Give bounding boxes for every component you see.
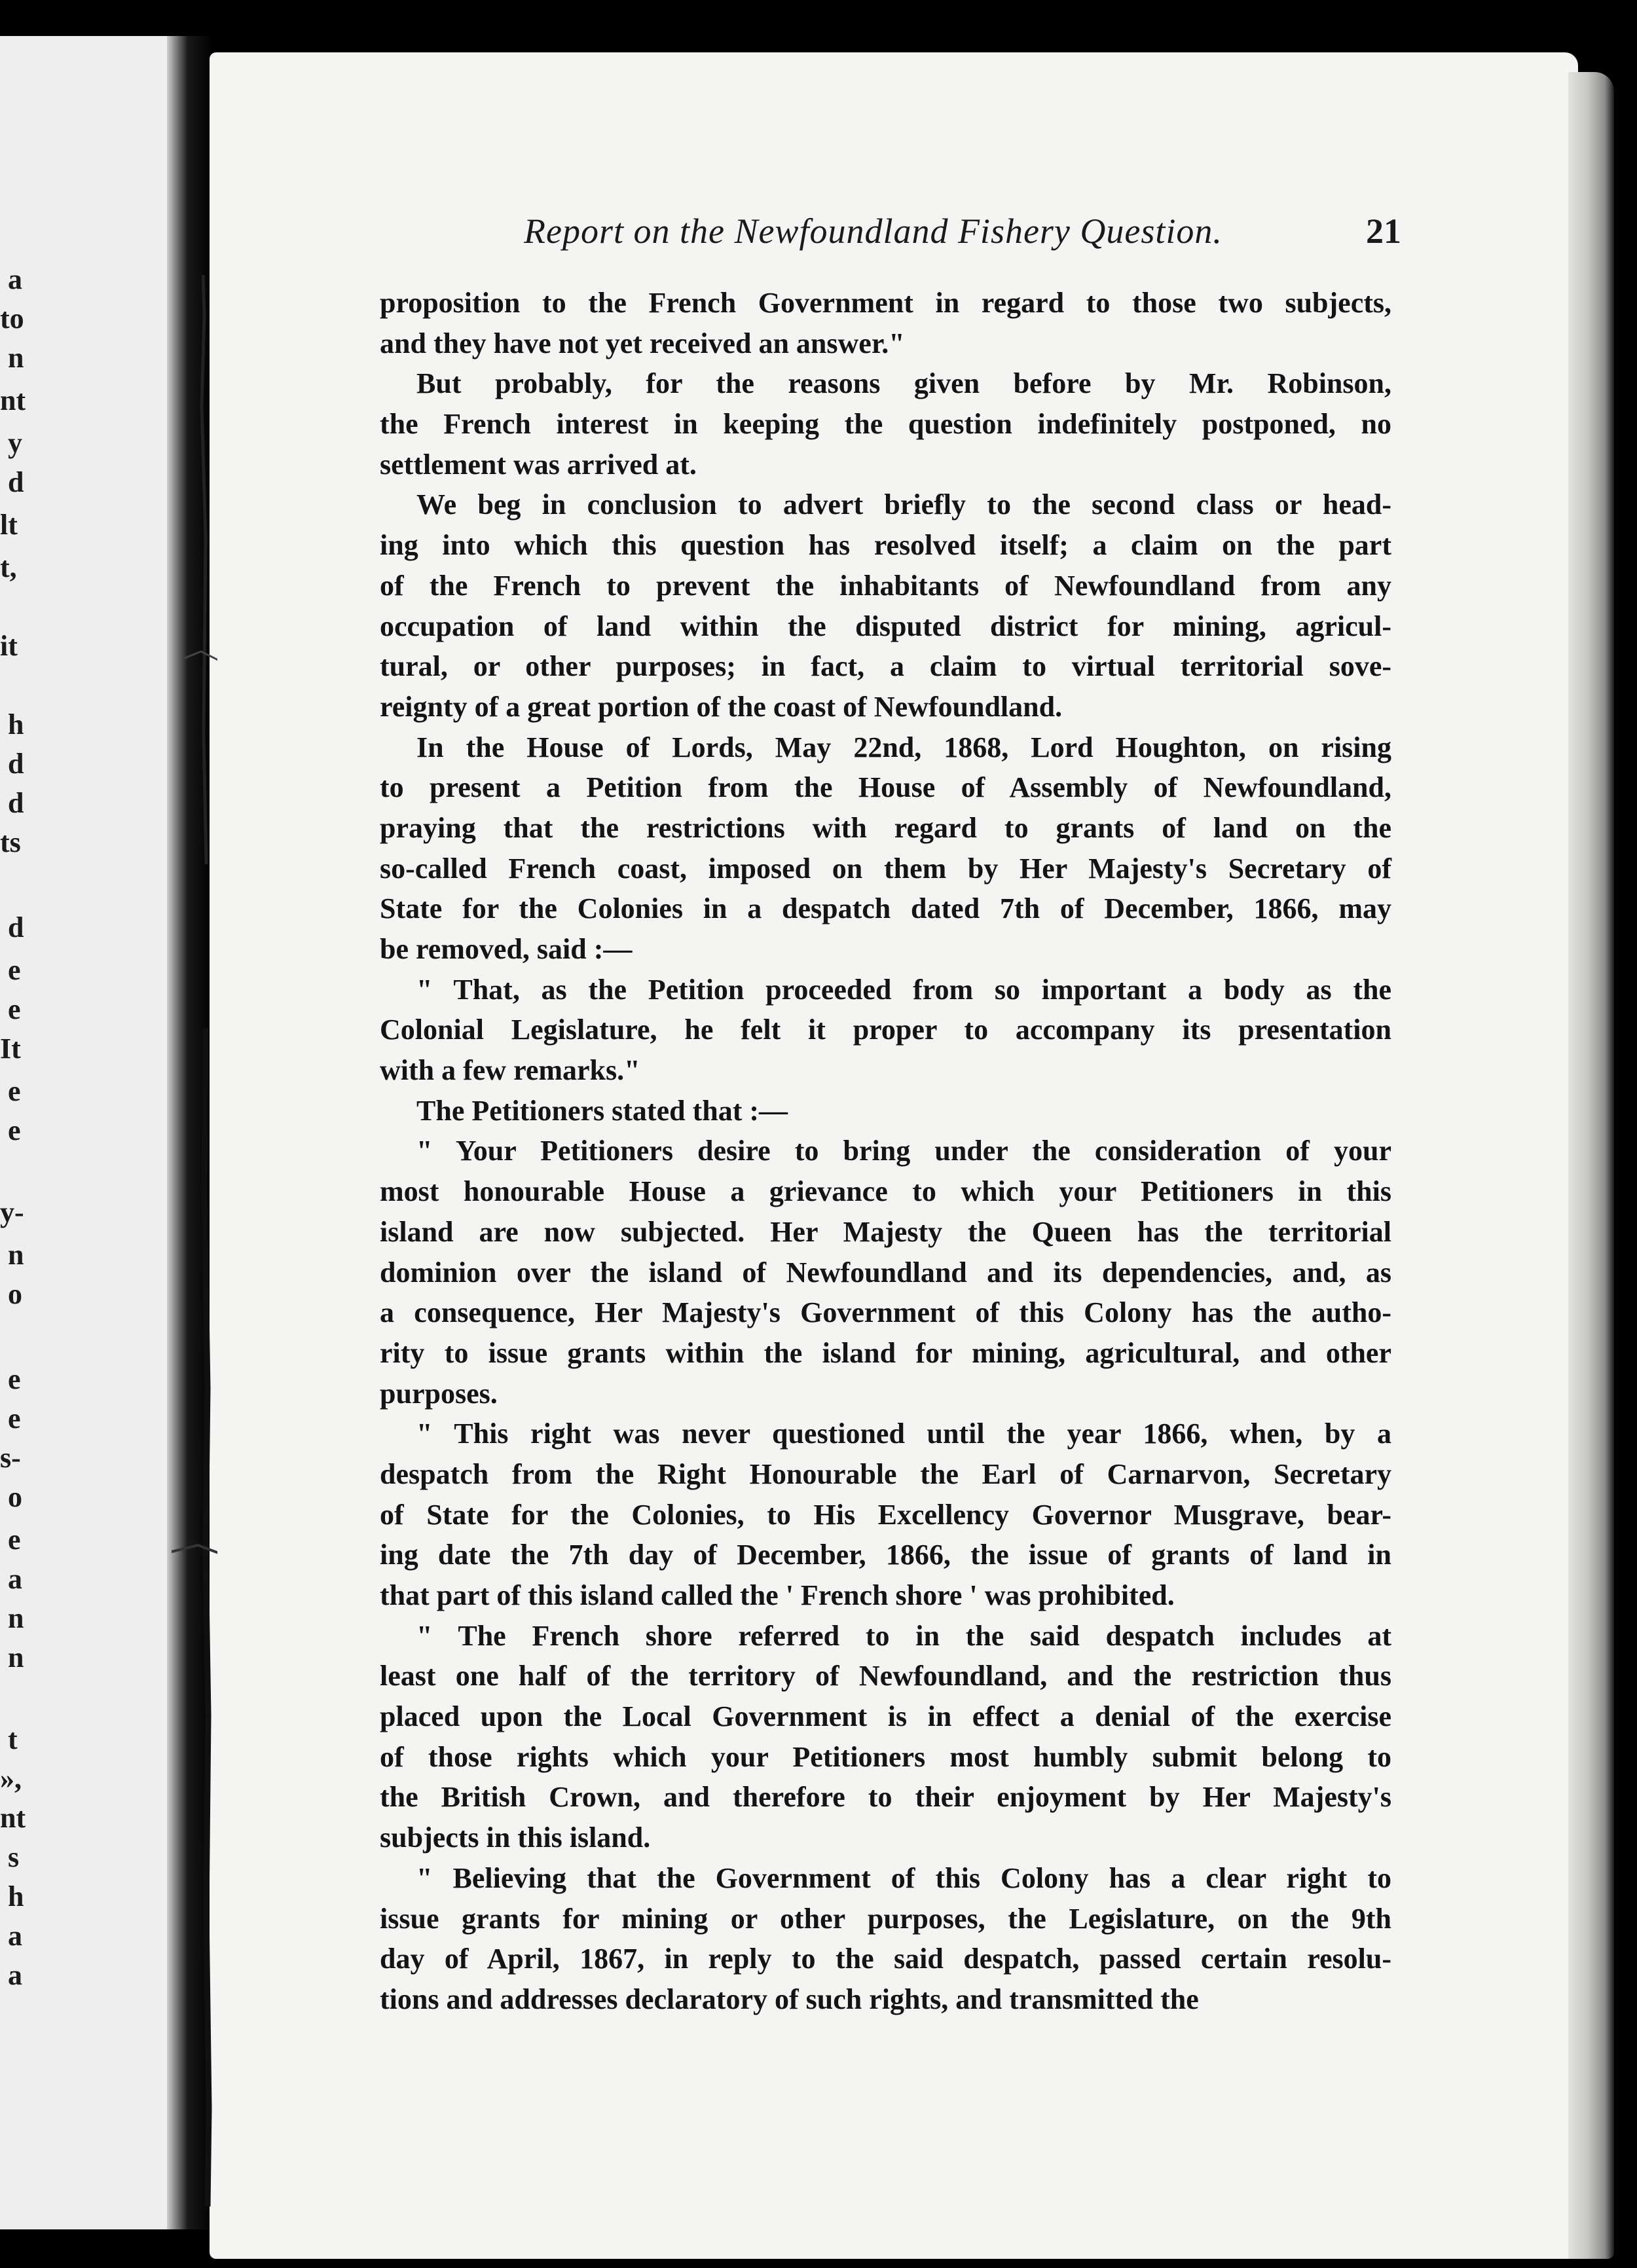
facing-page-fragment: s	[8, 1841, 20, 1873]
text-line: " This right was never questioned until the year 1866, when, by a	[416, 1418, 1391, 1450]
text-line: We beg in conclusion to advert briefly to the second class or head-	[416, 488, 1391, 521]
text-line: despatch from the Right Honourable the Earl of Carnarvon, Secretary	[380, 1457, 1391, 1490]
facing-page-fragment: a	[8, 1563, 22, 1595]
text-line: island are now subjected. Her Majesty the Queen has the territorial	[380, 1215, 1391, 1248]
stitch-mark	[185, 651, 217, 661]
text-line: State for the Colonies in a despatch dated 7th of December, 1866, may	[380, 892, 1391, 925]
binding-stitch-marks	[172, 275, 217, 2206]
facing-page-fragment: s-	[0, 1442, 21, 1474]
text-line: " The French shore referred to in the said despatch includes at	[416, 1619, 1391, 1652]
text-line: But probably, for the reasons given before by Mr. Robinson,	[416, 367, 1391, 400]
text-line: The Petitioners stated that :—	[416, 1094, 788, 1127]
text-line: a consequence, Her Majesty's Government of this Colony has the autho-	[380, 1296, 1391, 1329]
facing-page-fragment: d	[8, 466, 24, 498]
paragraph	[380, 1858, 1391, 2020]
facing-page-fragment: n	[8, 1239, 24, 1271]
facing-page-fragment: o	[8, 1278, 22, 1310]
text-line: day of April, 1867, in reply to the said despatch, passed certain resolu-	[380, 1943, 1391, 1975]
text-line: praying that the restrictions with regard to grants of land on the	[380, 811, 1391, 844]
text-line: occupation of land within the disputed district for mining, agricul-	[380, 610, 1391, 642]
text-line: of those rights which your Petitioners most humbly submit belong to	[380, 1740, 1391, 1773]
paragraph	[380, 1091, 1391, 1131]
paragraph	[380, 1131, 1391, 1414]
paragraph	[380, 1616, 1391, 1858]
text-line: of the French to prevent the inhabitants of Newfoundland from any	[380, 569, 1391, 602]
facing-page-fragment: n	[8, 342, 24, 374]
text-line: placed upon the Local Government is in effect a denial of the exercise	[380, 1700, 1391, 1733]
facing-page-fragment: y	[8, 427, 22, 459]
paragraph	[380, 970, 1391, 1091]
facing-page-fragment: e	[8, 1075, 21, 1107]
stitch-mark	[202, 275, 206, 864]
facing-page-fragment: e	[8, 1524, 21, 1556]
text-line: " Your Petitioners desire to bring under the consideration of your	[416, 1135, 1391, 1167]
facing-page-fragment: nt	[0, 1802, 26, 1834]
paragraph	[380, 283, 1391, 363]
text-line: " That, as the Petition proceeded from so important a body as the	[416, 973, 1391, 1006]
facing-page-fragment: t,	[0, 551, 17, 583]
paragraph	[380, 485, 1391, 727]
facing-page-fragment: d	[8, 911, 24, 943]
text-line: subjects in this island.	[380, 1821, 651, 1854]
facing-page-fragment: e	[8, 954, 21, 986]
text-line: that part of this island called the ' French shore ' was prohibited.	[380, 1579, 1175, 1611]
stitch-mark	[172, 1545, 217, 1555]
text-line: so-called French coast, imposed on them by Her Majesty's Secretary of	[380, 852, 1391, 885]
facing-page-fragment: e	[8, 1114, 21, 1146]
text-line: the French interest in keeping the question indefinitely postponed, no	[380, 408, 1391, 441]
facing-page-fragment: It	[0, 1033, 21, 1065]
text-line: the British Crown, and therefore to their enjoyment by Her Majesty's	[380, 1781, 1391, 1814]
facing-page-fragment: to	[0, 302, 24, 335]
facing-page-fragment: y-	[0, 1196, 24, 1228]
text-line: and they have not yet received an answer."	[380, 327, 905, 359]
text-line: tions and addresses declaratory of such rights, and transmitted the	[380, 1983, 1199, 2015]
paragraph	[380, 1414, 1391, 1615]
text-line: dominion over the island of Newfoundland and its dependencies, and, as	[380, 1256, 1391, 1289]
running-title: Report on the Newfoundland Fishery Question.	[524, 211, 1223, 251]
body-text	[380, 283, 1391, 2020]
facing-page-fragment: e	[8, 993, 21, 1025]
text-line: issue grants for mining or other purposes, the Legislature, on the 9th	[380, 1902, 1391, 1935]
facing-page-fragment: n	[8, 1602, 24, 1634]
text-line: with a few remarks."	[380, 1054, 640, 1087]
facing-page-fragment: »,	[0, 1763, 22, 1795]
facing-page-fragment: a	[8, 263, 22, 295]
text-line: reignty of a great portion of the coast of Newfoundland.	[380, 690, 1063, 723]
text-line: least one half of the territory of Newfoundland, and the restriction thus	[380, 1660, 1391, 1692]
text-line: purposes.	[380, 1377, 498, 1410]
text-line: ing into which this question has resolved itself; a claim on the part	[380, 529, 1391, 562]
text-line: most honourable House a grievance to which your Petitioners in this	[380, 1175, 1391, 1208]
text-line: rity to issue grants within the island for mining, agricultural, and other	[380, 1336, 1391, 1369]
facing-page-fragment: t	[8, 1723, 18, 1755]
text-line: Colonial Legislature, he felt it proper to accompany its presentation	[380, 1014, 1391, 1046]
text-line: proposition to the French Government in regard to those two subjects,	[380, 287, 1391, 319]
facing-page-fragment: e	[8, 1363, 21, 1395]
facing-page-fragment: d	[8, 787, 24, 819]
facing-page-fragment: d	[8, 748, 24, 780]
stitch-mark	[204, 1028, 209, 2206]
text-line: of State for the Colonies, to His Excellency Governor Musgrave, bear-	[380, 1498, 1391, 1531]
facing-page-fragment: n	[8, 1641, 24, 1674]
facing-page-fragment: ts	[0, 826, 21, 858]
page-number: 21	[1366, 211, 1401, 251]
text-line: settlement was arrived at.	[380, 448, 697, 481]
text-line: ing date the 7th day of December, 1866, the issue of grants of land in	[380, 1539, 1391, 1571]
paragraph	[380, 727, 1391, 970]
text-line: to present a Petition from the House of Assembly of Newfoundland,	[380, 771, 1391, 804]
page-edge-shadow	[1568, 72, 1614, 2259]
facing-page-fragment: e	[8, 1402, 21, 1435]
text-line: In the House of Lords, May 22nd, 1868, Lord Houghton, on rising	[416, 731, 1391, 763]
facing-page-fragment: nt	[0, 384, 26, 416]
page-header	[524, 211, 1401, 263]
facing-page-fragment: a	[8, 1920, 22, 1952]
paragraph	[380, 363, 1391, 485]
facing-page-fragment: o	[8, 1481, 22, 1513]
facing-page-fragment: a	[8, 1959, 22, 1991]
facing-page-fragment: h	[8, 708, 24, 741]
text-line: be removed, said :—	[380, 933, 633, 965]
facing-page-fragment: it	[0, 630, 18, 662]
text-line: tural, or other purposes; in fact, a claim to virtual territorial sove-	[380, 650, 1391, 683]
facing-page-fragment: h	[8, 1880, 24, 1912]
text-line: " Believing that the Government of this Colony has a clear right to	[416, 1861, 1391, 1894]
facing-page-fragment: lt	[0, 509, 18, 541]
